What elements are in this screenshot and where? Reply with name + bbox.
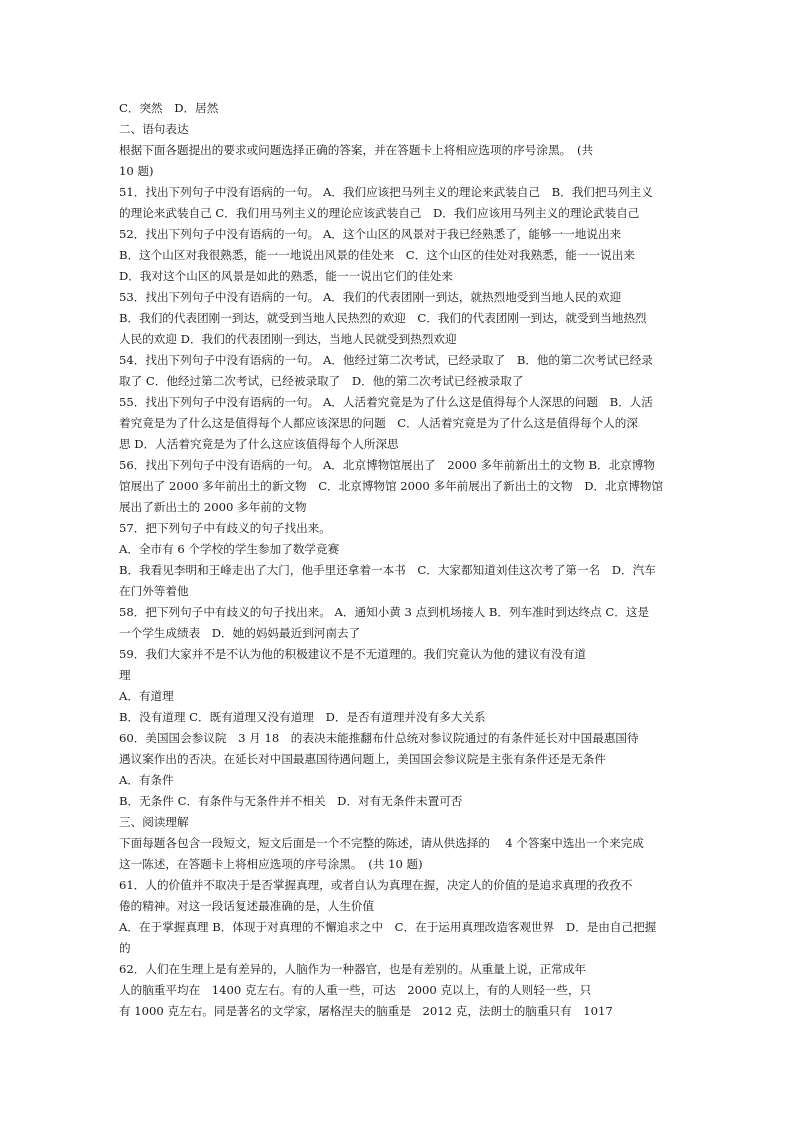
question-line: B．无条件 C．有条件与无条件并不相关 D．对有无条件未置可否 [119, 794, 463, 808]
question-line: 着究竟是为了什么这是值得每个人都应该深思的问题 C．人活着究竟是为了什么这是值得每个人的深 [119, 416, 638, 430]
question-line: 展出了新出土的 2000 多年前的文物 [119, 500, 307, 514]
question-line: 理 [119, 668, 131, 682]
question-line: B．没有道理 C．既有道理又没有道理 D．是否有道理并没有多大关系 [119, 710, 486, 724]
question-line: B．我们的代表团刚一到达，就受到当地人民热烈的欢迎 C．我们的代表团刚一到达，就受到当地热烈 [119, 311, 647, 325]
question-line: 在门外等着他 [119, 584, 189, 598]
question-line: 人的脑重平均在 1400 克左右。有的人重一些，可达 2000 克以上，有的人则轻一些，只 [119, 983, 592, 997]
question-line: 遇议案作出的否决。在延长对中国最惠国待遇问题上，美国国会参议院是主张有条件还是无条件 [119, 752, 606, 766]
instruction-text: 下面每题各包含一段短文，短文后面是一个不完整的陈述，请从供选择的 4 个答案中选出一个来完成 [119, 836, 644, 850]
instruction-text: 10 题) [119, 164, 154, 178]
question-line: 取了 C．他经过第二次考试，已经被录取了 D．他的第二次考试已经被录取了 [119, 374, 524, 388]
question-line: 57．把下列句子中有歧义的句子找出来。 [119, 521, 331, 535]
question-line: B．我看见李明和王峰走出了大门，他手里还拿着一本书 C．大家都知道刘佳这次考了第一名 D．汽车 [119, 563, 656, 577]
question-line: 52．找出下列句子中没有语病的一句。 A．这个山区的风景对于我已经熟悉了，能够一一地说出来 [119, 227, 622, 241]
question-line: 思 D．人活着究竟是为了什么这应该值得每个人所深思 [119, 437, 399, 451]
question-line: 人民的欢迎 D．我们的代表团刚一到达，当地人民就受到热烈欢迎 [119, 332, 457, 346]
question-line: 54．找出下列句子中没有语病的一句。 A．他经过第二次考试，已经录取了 B．他的第二次考试已经录 [119, 353, 653, 367]
question-line: D．我对这个山区的风景是如此的熟悉，能一一说出它们的佳处来 [119, 269, 453, 283]
question-line: 51．找出下列句子中没有语病的一句。 A．我们应该把马列主义的理论来武装自己 B．我们把马列主义 [119, 185, 653, 199]
question-line: A．全市有 6 个学校的学生参加了数学竞赛 [119, 542, 340, 556]
question-line: 62．人们在生理上是有差异的，人脑作为一种器官，也是有差别的。从重量上说，正常成年 [119, 962, 586, 976]
question-line: 倦的精神。对这一段话复述最准确的是，人生价值 [119, 899, 375, 913]
question-line: 53．找出下列句子中没有语病的一句。 A．我们的代表团刚一到达，就热烈地受到当地人民的欢迎 [119, 290, 622, 304]
instruction-text: 根据下面各题提出的要求或问题选择正确的答案，并在答题卡上将相应选项的序号涂黑。 (共 [119, 143, 594, 157]
question-line: 61．人的价值并不取决于是否掌握真理，或者自认为真理在握，决定人的价值的是追求真理的孜孜不 [119, 878, 633, 892]
question-line: 有 1000 克左右。同是著名的文学家，屠格涅夫的脑重是 2012 克，法朗士的脑重只有 1017 [119, 1004, 613, 1018]
question-line: 55．找出下列句子中没有语病的一句。 A．人活着究竟是为了什么这是值得每个人深思的问题 B．人活 [119, 395, 653, 409]
question-line: 的 [119, 941, 131, 955]
question-line: 的理论来武装自己 C．我们用马列主义的理论应该武装自己 D．我们应该用马列主义的理论武装自己 [119, 206, 640, 220]
question-line: 59．我们大家并不是不认为他的积极建议不是不无道理的。我们究竟认为他的建议有没有道 [119, 647, 586, 661]
question-line: 馆展出了 2000 多年前出土的新文物 C．北京博物馆 2000 多年前展出了新出土的文物 D．北京博物馆 [119, 479, 664, 493]
question-line: 一个学生成绩表 D．她的妈妈最近到河南去了 [119, 626, 361, 640]
section-heading: 二、语句表达 [119, 122, 189, 136]
question-line: 60．美国国会参议院 3 月 18 的表决未能推翻布什总统对参议院通过的有条件延长对中国最惠国待 [119, 731, 639, 745]
question-line: 56．找出下列句子中没有语病的一句。 A．北京博物馆展出了 2000 多年前新出土的文物 B．北京博物 [119, 458, 655, 472]
question-line: A．在于掌握真理 B．体现于对真理的不懈追求之中 C．在于运用真理改造客观世界 D．是由自己把握 [119, 920, 657, 934]
section-heading: 三、阅读理解 [119, 815, 189, 829]
question-line: B．这个山区对我很熟悉，能一一地说出风景的佳处来 C．这个山区的佳处对我熟悉，能一一说出来 [119, 248, 635, 262]
question-line: A．有道理 [119, 689, 174, 703]
question-line: 58．把下列句子中有歧义的句子找出来。 A．通知小黄 3 点到机场接人 B．列车准时到达终点 C．这是 [119, 605, 650, 619]
text-line: C．突然 D．居然 [119, 101, 219, 115]
instruction-text: 这一陈述，在答题卡上将相应选项的序号涂黑。 (共 10 题) [119, 857, 423, 871]
question-line: A．有条件 [119, 773, 174, 787]
